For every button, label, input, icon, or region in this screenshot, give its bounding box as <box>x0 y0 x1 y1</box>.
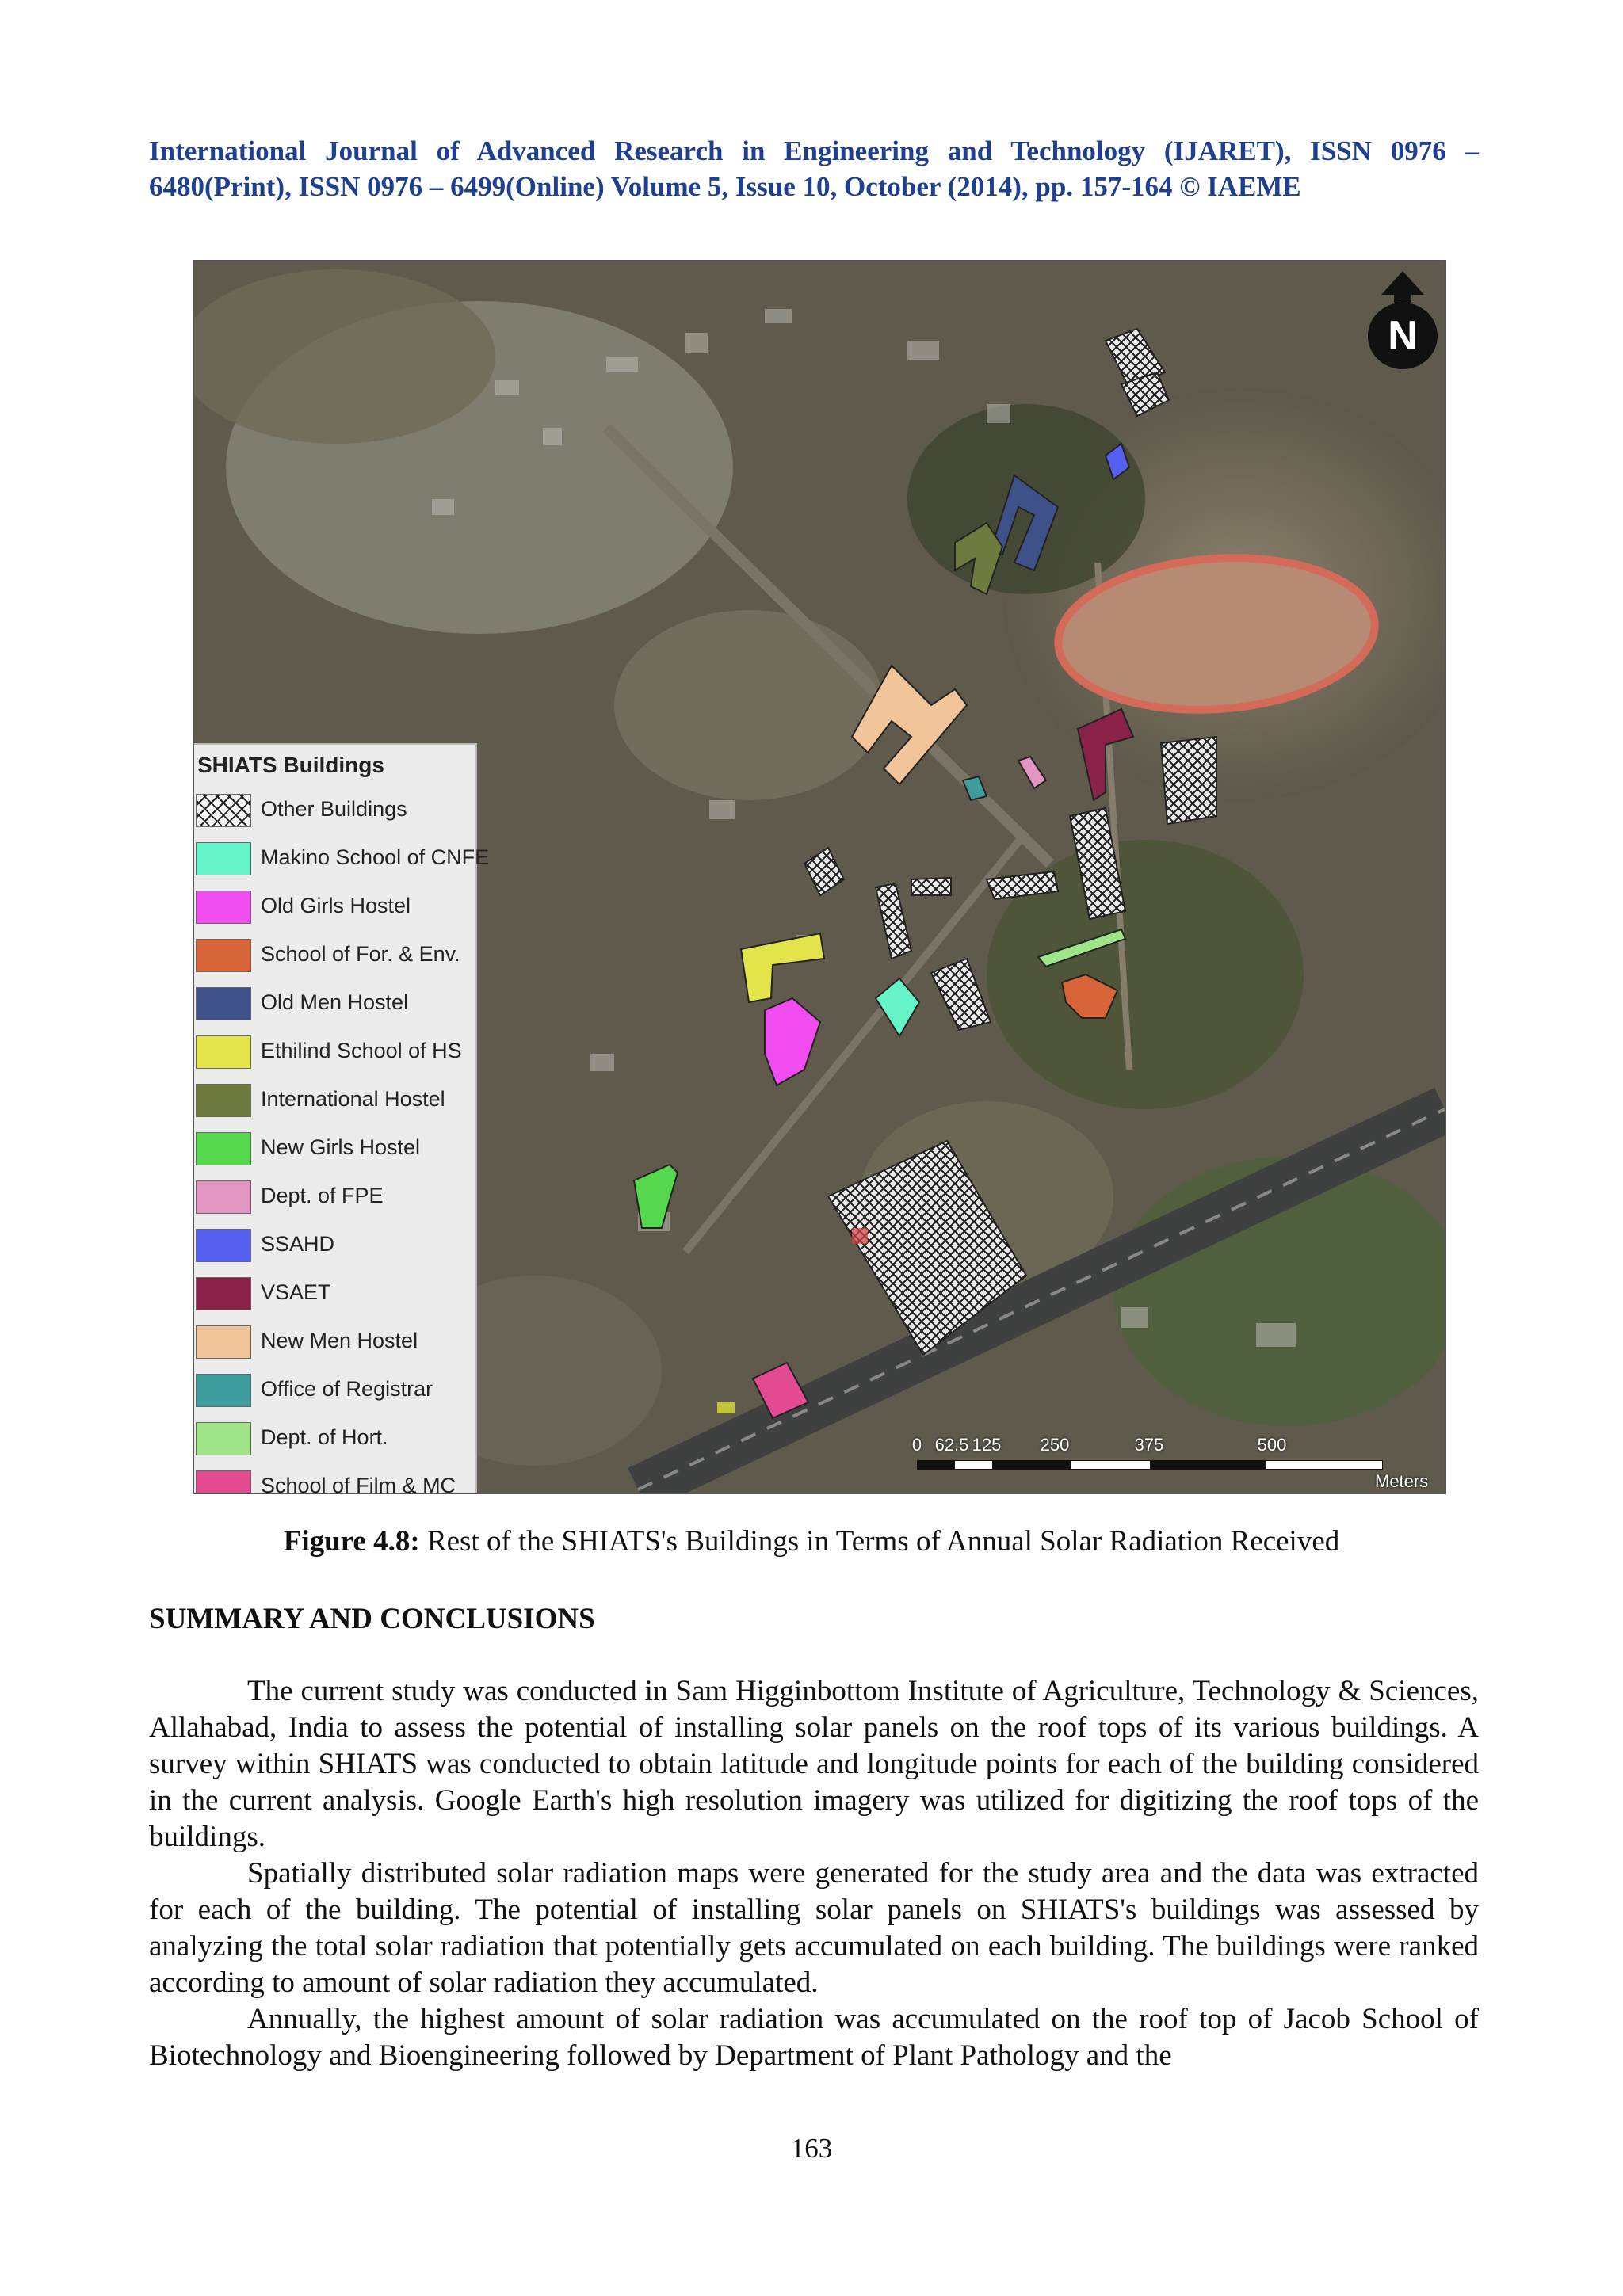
legend-swatch <box>196 1374 251 1407</box>
legend-swatch <box>196 842 251 875</box>
scale-tick-label: 125 <box>972 1435 1002 1455</box>
legend-item <box>196 887 477 925</box>
legend-swatch <box>196 1229 251 1262</box>
scale-bar <box>907 1430 1438 1491</box>
legend-label: Ethilind School of HS <box>261 1039 462 1062</box>
north-arrow <box>1365 268 1440 371</box>
section-heading: SUMMARY AND CONCLUSIONS <box>149 1603 595 1635</box>
legend-label: School of For. & Env. <box>261 942 460 966</box>
legend-item <box>196 1467 477 1494</box>
legend-swatch <box>196 1422 251 1455</box>
page-number: 163 <box>790 2133 833 2164</box>
legend-item <box>196 1322 477 1360</box>
paragraph: Spatially distributed solar radiation maps were generated for the study area and the data was extracted for each of the building. The potential of installing solar panels on SHIATS's buildings was assessed by analyzing the total solar radiation that potentially gets accumulated on each building. The buildings were ranked according to amount of solar radiation they accumulated. <box>149 1857 1479 1999</box>
legend-item <box>196 1419 477 1457</box>
legend-label: International Hostel <box>261 1087 445 1111</box>
north-arrow-icon <box>1365 268 1440 371</box>
paragraph: Annually, the highest amount of solar radiation was accumulated on the roof top of Jacob School of Biotechnology and Bioengineering followed by Department of Plant Pathology and the <box>149 2003 1479 2072</box>
legend-item <box>196 1274 477 1312</box>
legend-label: Makino School of CNFE <box>261 845 490 869</box>
legend-swatch <box>196 1325 251 1359</box>
legend-item <box>196 791 477 829</box>
legend-label: Other Buildings <box>261 797 407 821</box>
caption-text: Rest of the SHIATS's Buildings in Terms of Annual Solar Radiation Received <box>419 1525 1340 1558</box>
legend-item <box>196 1081 477 1119</box>
body-text <box>149 1673 1479 2074</box>
legend-item <box>196 1129 477 1167</box>
legend-label: Office of Registrar <box>261 1377 433 1401</box>
scale-unit: Meters <box>1375 1471 1429 1491</box>
running-header: International Journal of Advanced Research in Engineering and Technology (IJARET), ISSN 0976 – 6480(Print), ISSN 0976 – 6499(Online) Volume 5, Issue 10, October (2014), pp. 157-164 © IAEME <box>149 135 1479 202</box>
scale-tick-label: 0 <box>911 1435 922 1455</box>
legend-swatch <box>196 939 251 972</box>
legend-title: SHIATS Buildings <box>197 753 384 777</box>
legend-swatch <box>196 891 251 924</box>
legend-swatch <box>196 1084 251 1117</box>
caption-label: Figure 4.8: <box>283 1525 420 1558</box>
legend-swatch <box>196 1132 251 1165</box>
legend-item <box>196 1371 477 1409</box>
legend-label: SSAHD <box>261 1232 335 1256</box>
svg-text:N: N <box>1388 313 1418 359</box>
scale-tick-label: 62.5 <box>934 1435 969 1455</box>
legend-item <box>196 1177 477 1215</box>
map-legend <box>194 743 490 1494</box>
legend-item <box>196 1032 477 1070</box>
legend-item <box>196 936 477 974</box>
legend-swatch <box>196 1470 251 1494</box>
legend-label: VSAET <box>261 1280 331 1304</box>
legend-label: Dept. of FPE <box>261 1184 384 1207</box>
legend-swatch <box>196 1180 251 1214</box>
scale-tick-label: 500 <box>1257 1435 1287 1455</box>
legend-label: Dept. of Hort. <box>261 1425 388 1449</box>
figure-caption <box>0 1524 1623 1559</box>
scale-tick-label: 375 <box>1134 1435 1164 1455</box>
legend-label: New Girls Hostel <box>261 1135 421 1159</box>
legend-item <box>196 1226 477 1264</box>
legend-item <box>196 984 477 1022</box>
legend-label: School of Film & MC <box>261 1474 456 1494</box>
legend-swatch <box>196 794 251 827</box>
legend-swatch <box>196 1035 251 1069</box>
legend-label: New Men Hostel <box>261 1329 418 1352</box>
legend-label: Old Men Hostel <box>261 990 409 1014</box>
paragraph: The current study was conducted in Sam Higginbottom Institute of Agriculture, Technology & Sciences, Allahabad, India to assess the potential of installing solar panels on the roof tops of its various buildings. A survey within SHIATS was conducted to obtain latitude and longitude points for each of the building considered in the current analysis. Google Earth's high resolution imagery was utilized for digitizing the roof tops of the buildings. <box>149 1675 1479 1853</box>
legend-item <box>196 839 490 877</box>
scale-bar-graphic <box>917 1460 1383 1470</box>
figure-map <box>193 260 1446 1494</box>
legend-swatch <box>196 1277 251 1310</box>
legend-label: Old Girls Hostel <box>261 894 411 917</box>
legend-swatch <box>196 987 251 1020</box>
scale-tick-label: 250 <box>1040 1435 1070 1455</box>
